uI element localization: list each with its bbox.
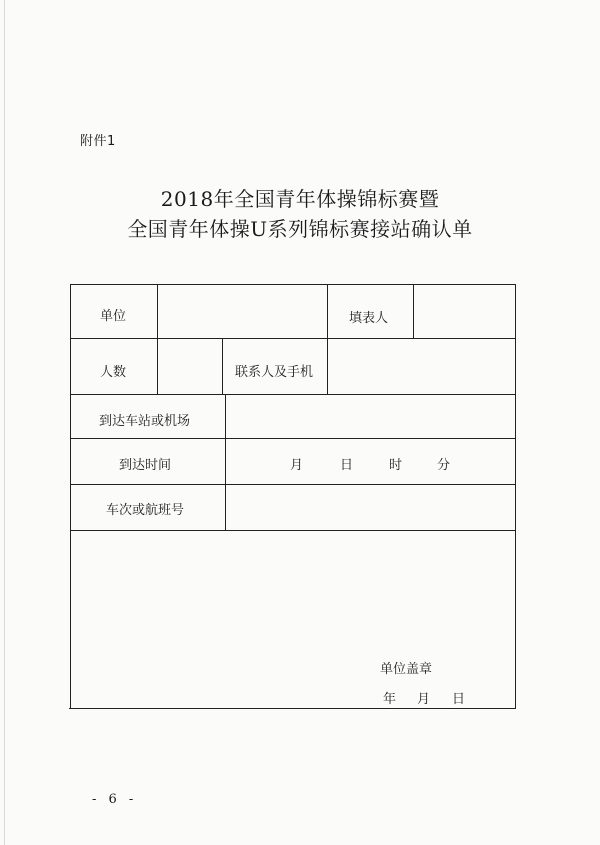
col-divider-r2-c [327, 338, 328, 395]
table-border-top [70, 284, 516, 285]
contact-label: 联系人及手机 [235, 365, 314, 380]
col-divider-r2-b [222, 338, 223, 395]
col-divider-r2-a [157, 338, 158, 395]
stamp-label: 单位盖章 [380, 662, 433, 677]
station-field[interactable] [230, 399, 510, 434]
unit-field[interactable] [162, 290, 322, 334]
stamp-year-unit: 年 [383, 692, 397, 707]
arrival-day-unit: 日 [340, 458, 354, 473]
arrival-hour-unit: 时 [389, 458, 403, 473]
count-label: 人数 [100, 365, 127, 380]
arrival-minute-unit: 分 [437, 458, 451, 473]
stamp-day-unit: 日 [452, 692, 466, 707]
row-divider-5 [70, 530, 516, 531]
attachment-label: 附件1 [80, 134, 116, 149]
unit-label: 单位 [100, 309, 127, 324]
table-border-left [70, 284, 71, 709]
col-divider-r1-b [327, 284, 328, 339]
train-flight-field[interactable] [230, 489, 510, 525]
col-divider-r3-5 [225, 394, 226, 531]
stamp-month-unit: 月 [417, 692, 431, 707]
col-divider-r1-a [157, 284, 158, 339]
count-field[interactable] [162, 344, 218, 390]
document-title-line-1: 2018年全国青年体操锦标赛暨 [160, 187, 440, 211]
train-flight-label: 车次或航班号 [106, 503, 185, 518]
row-divider-1 [70, 338, 516, 339]
arrival-month-unit: 月 [290, 458, 304, 473]
arrival-time-label: 到达时间 [119, 458, 172, 473]
col-divider-r1-c [413, 284, 414, 339]
table-border-bottom [69, 708, 515, 709]
contact-field[interactable] [332, 344, 510, 390]
row-divider-2 [70, 394, 516, 395]
page-number: - 6 - [92, 792, 138, 807]
table-border-right [515, 284, 516, 709]
filler-field[interactable] [418, 290, 510, 334]
document-title-line-2: 全国青年体操U系列锦标赛接站确认单 [127, 217, 473, 241]
station-label: 到达车站或机场 [99, 414, 191, 429]
filler-label: 填表人 [349, 311, 389, 326]
row-divider-4 [70, 484, 516, 485]
row-divider-3 [70, 438, 516, 439]
